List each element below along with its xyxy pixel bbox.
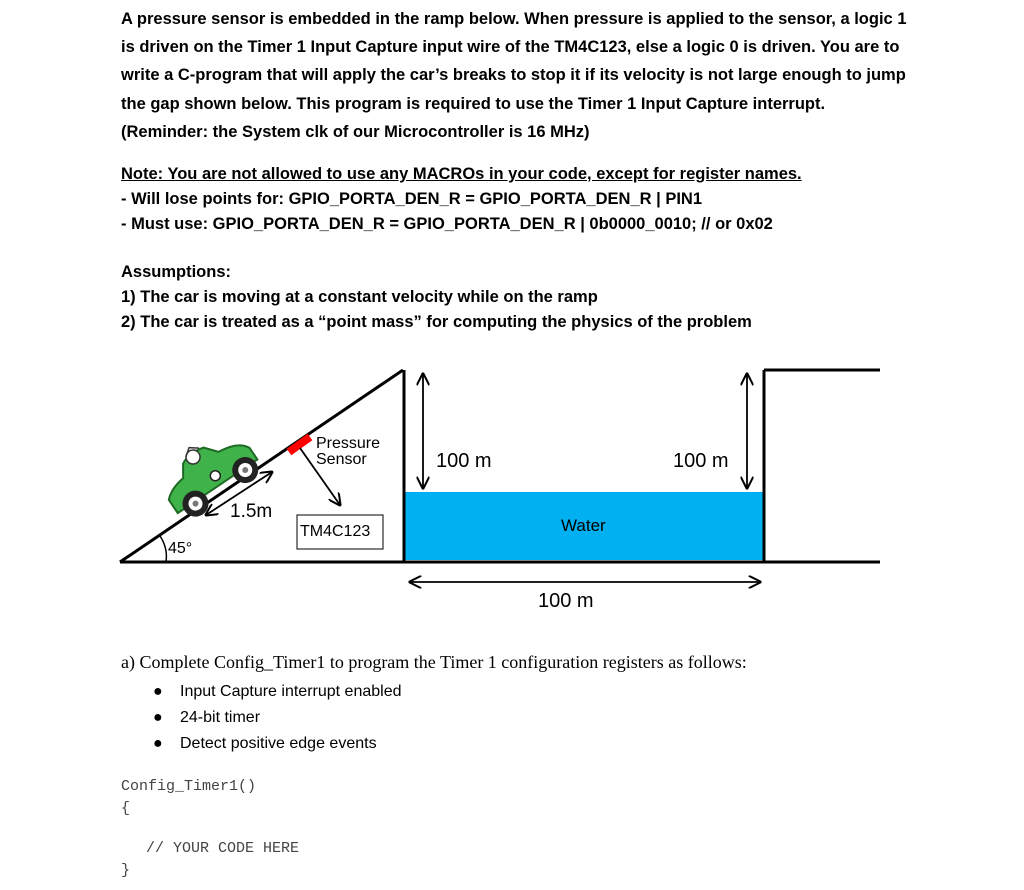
code-comment: // YOUR CODE HERE (146, 840, 300, 857)
intro-paragraph: A pressure sensor is embedded in the ramp below. When pressure is applied to the sensor, a logic 1 is driven on the Timer 1 Input Capture input wire of the TM4C123, else a logic 0 is driven. You are to write a C-program that will apply the car’s breaks to stop it if its velocity is not large enough to jump the gap shown below. This program is required to use the Timer 1 Input Capture interrupt. (Reminder: the System clk of our Microcontroller is 16 MHz) (121, 10, 907, 141)
height-label-right: 100 m (673, 450, 729, 472)
note-lose-points: - Will lose points for: GPIO_PORTA_DEN_R = GPIO_PORTA_DEN_R | PIN1 (121, 190, 702, 208)
angle-label: 45° (168, 540, 193, 557)
pressure-sensor-label: Pressure Sensor (316, 435, 381, 468)
water-label: Water (561, 516, 606, 535)
height-label-left: 100 m (436, 450, 492, 472)
assumptions-heading: Assumptions: (121, 263, 232, 281)
bullet-item: ● Detect positive edge events (153, 735, 377, 752)
code-open-brace: { (121, 800, 131, 817)
note-must-use: - Must use: GPIO_PORTA_DEN_R = GPIO_PORTA_DEN_R | 0b0000_0010; // or 0x02 (121, 215, 773, 233)
distance-label: 1.5m (230, 501, 273, 522)
assumption-item: 2) The car is treated as a “point mass” for computing the physics of the problem (121, 313, 752, 331)
question-text: a) Complete Config_Timer1 to program the Timer 1 configuration registers as follows: (121, 652, 747, 672)
code-signature: Config_Timer1() (121, 778, 257, 795)
chip-label: TM4C123 (300, 523, 371, 540)
assumption-item: 1) The car is moving at a constant velocity while on the ramp (121, 288, 598, 306)
gap-width-label: 100 m (538, 590, 594, 612)
bullet-item: ● 24-bit timer (153, 709, 261, 726)
code-close-brace: } (121, 862, 131, 879)
note-heading: Note: You are not allowed to use any MACROs in your code, except for register names. (121, 165, 802, 183)
angle-arc (160, 536, 166, 562)
bullet-item: ● Input Capture interrupt enabled (153, 683, 402, 700)
